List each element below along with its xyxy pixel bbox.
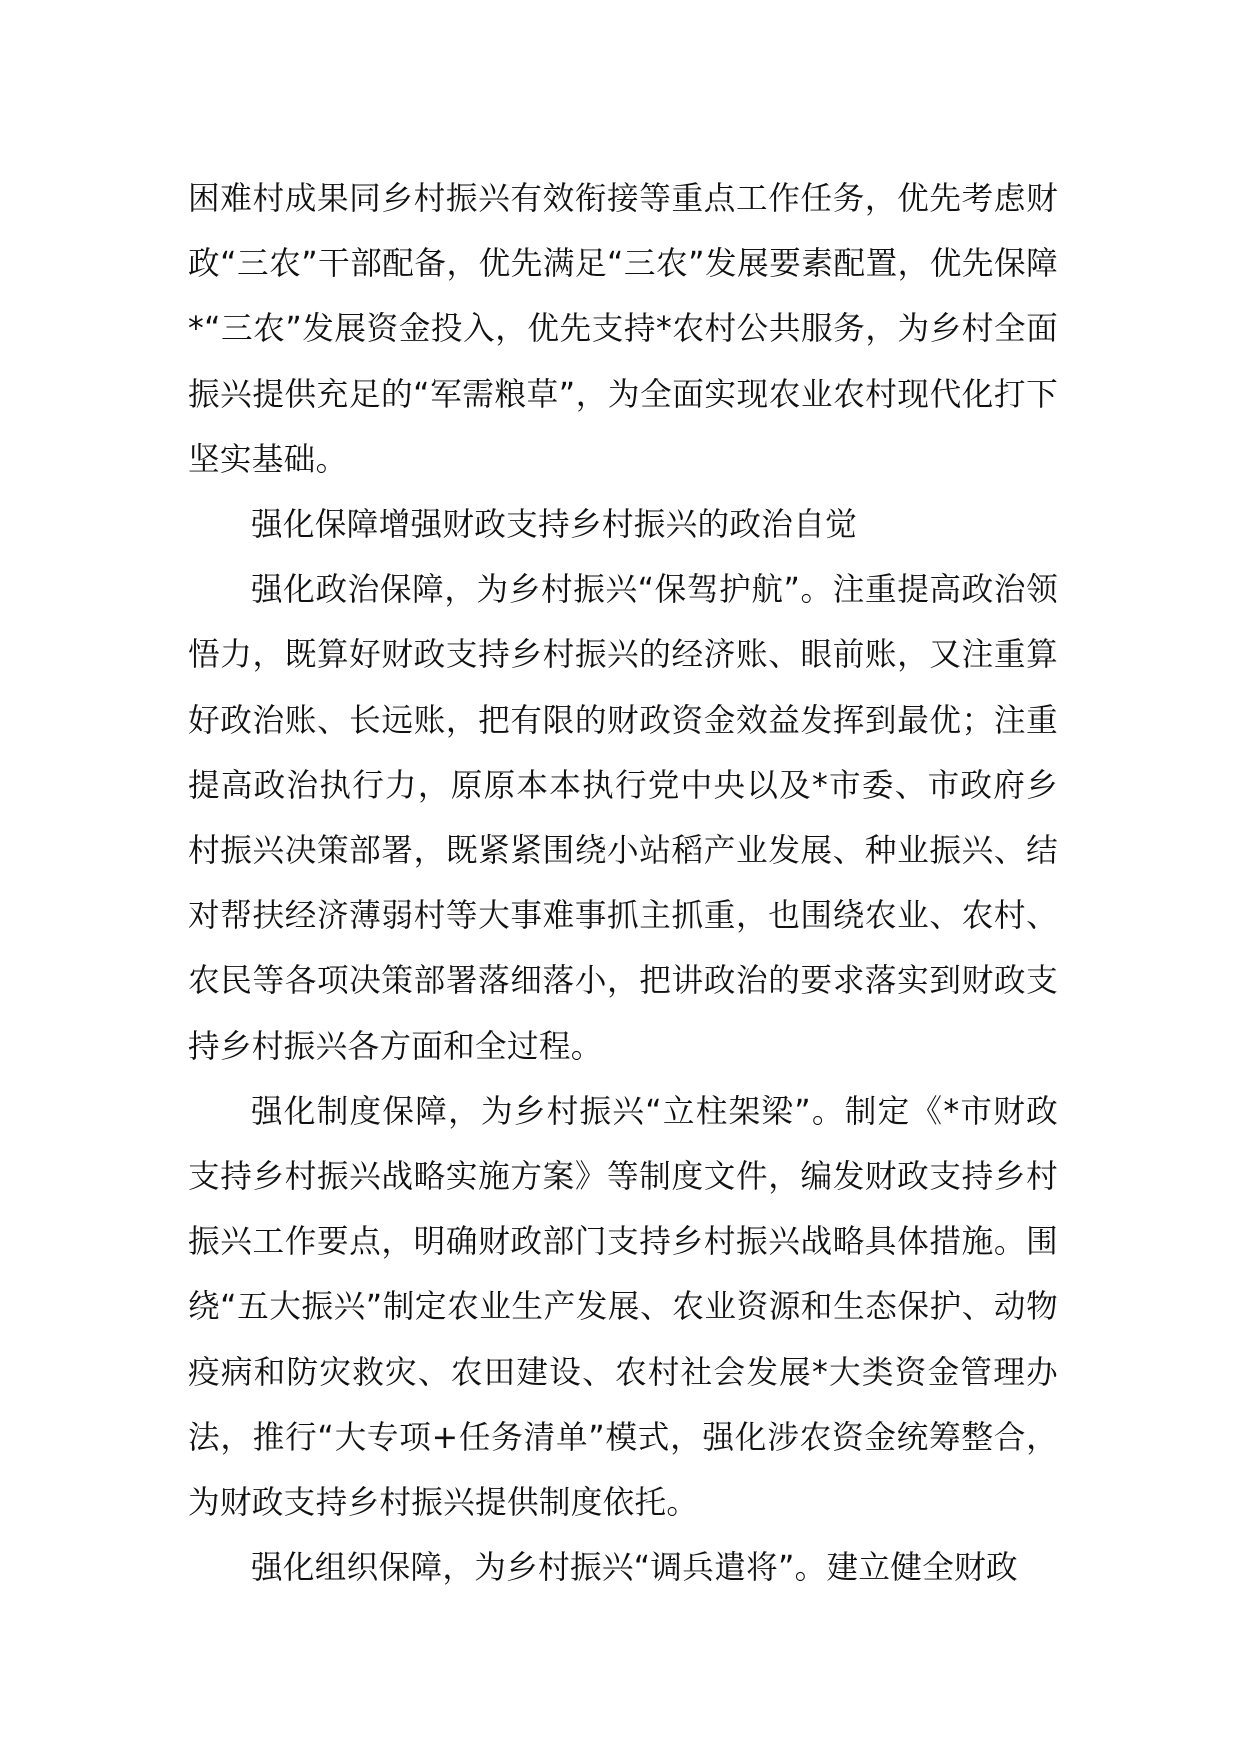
paragraph-organizational-guarantee: 强化组织保障，为乡村振兴“调兵遣将”。建立健全财政: [251, 1550, 1018, 1587]
document-body: [188, 167, 1058, 1601]
paragraph-political-guarantee: 强化政治保障，为乡村振兴“保驾护航”。注重提高政治领悟力，既算好财政支持乡村振兴的经济账、眼前账，又注重算好政治账、长远账，把有限的财政资金效益发挥到最优；注重提高政治执行力，原原本本执行党中央以及*市委、市政府乡村振兴决策部署，既紧紧围绕小站稻产业发展、种业振兴、结对帮扶经济薄弱村等大事难事抓主抓重，也围绕农业、农村、农民等各项决策部署落细落小，把讲政治的要求落实到财政支持乡村振兴各方面和全过程。: [188, 572, 1058, 1065]
paragraph-institutional-guarantee: 强化制度保障，为乡村振兴“立柱架梁”。制定《*市财政支持乡村振兴战略实施方案》等制度文件，编发财政支持乡村振兴工作要点，明确财政部门支持乡村振兴战略具体措施。围绕“五大振兴”制定农业生产发展、农业资源和生态保护、动物疫病和防灾救灾、农田建设、农村社会发展*大类资金管理办法，推行“大专项+任务清单”模式，强化涉农资金统筹整合，为财政支持乡村振兴提供制度依托。: [188, 1093, 1058, 1522]
section-heading: 强化保障增强财政支持乡村振兴的政治自觉: [251, 507, 857, 544]
paragraph-continued: 困难村成果同乡村振兴有效衔接等重点工作任务，优先考虑财政“三农”干部配备，优先满足“三农”发展要素配置，优先保障*“三农”发展资金投入，优先支持*农村公共服务，为乡村全面振兴提供充足的“军需粮草”，为全面实现农业农村现代化打下坚实基础。: [188, 181, 1058, 478]
